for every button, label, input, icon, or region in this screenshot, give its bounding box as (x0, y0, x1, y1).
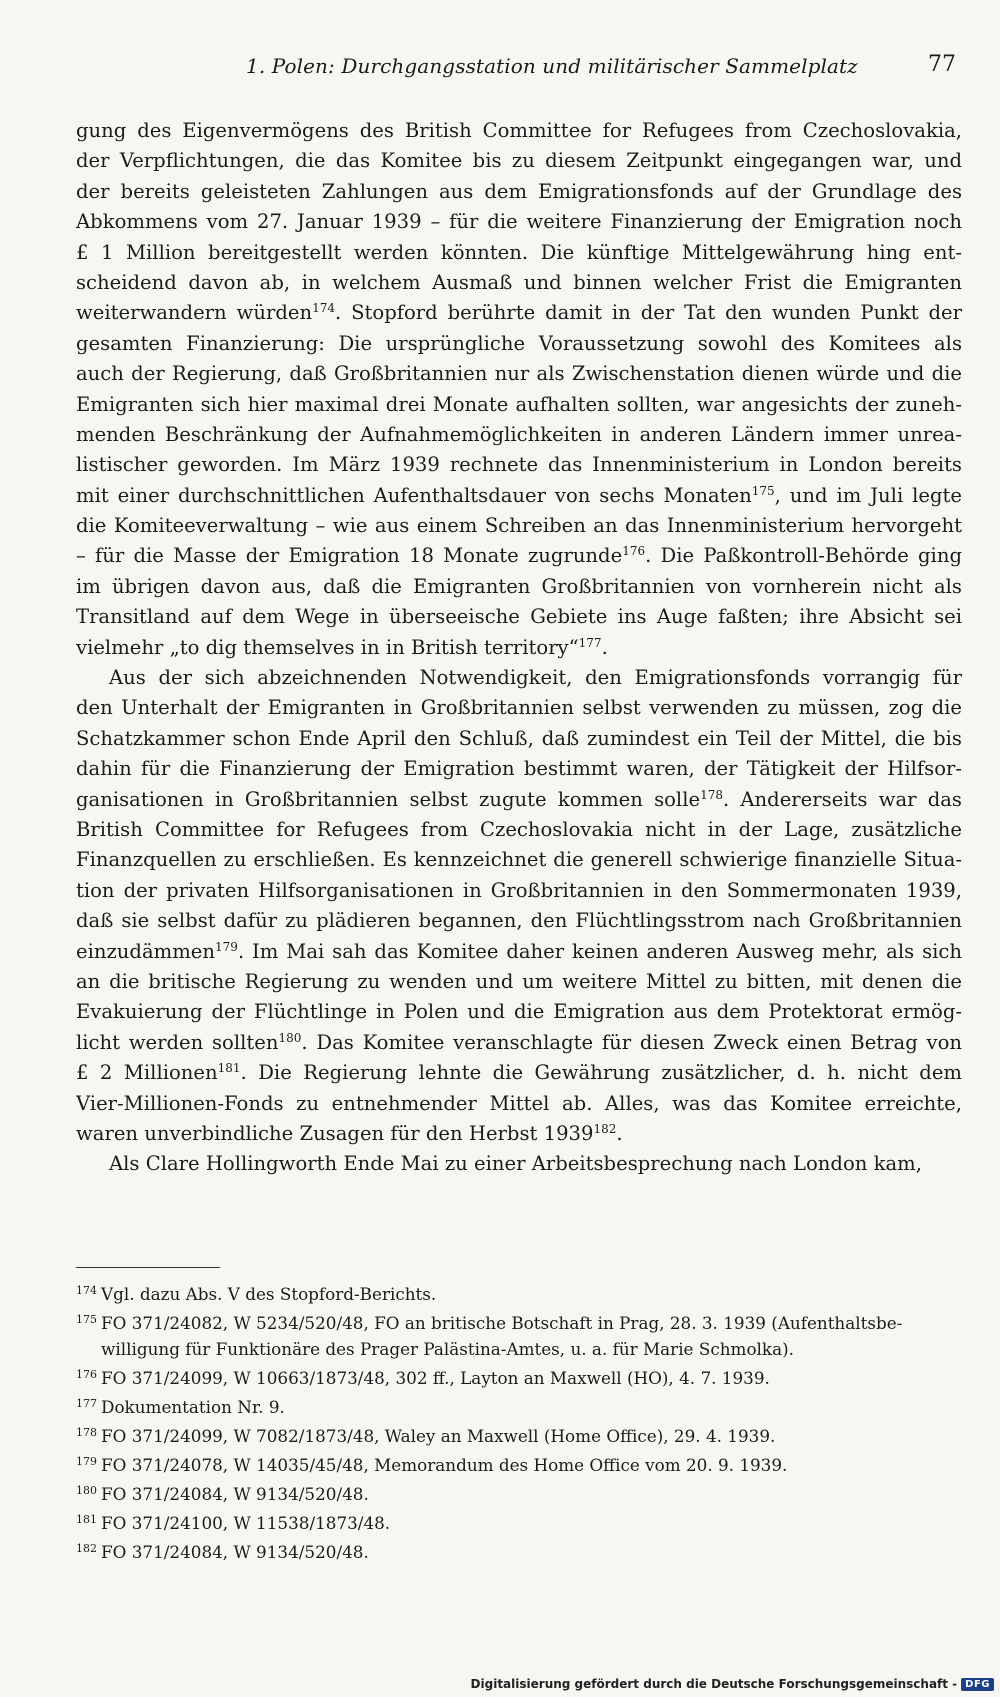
text-line: scheidend davon ab, in welchem Ausmaß und binnen welcher Frist die Emigranten (76, 270, 962, 294)
text-line: £ 2 Millionen$^{181}$. Die Regierung lehnte die Gewährung zusätzlicher, d. h. nicht dem (76, 1061, 962, 1085)
text-line: daß sie selbst dafür zu plädieren begannen, den Flüchtlingsstrom nach Großbritannien (76, 909, 962, 933)
footnote: $^{180}$ FO 371/24084, W 9134/520/48. (76, 1484, 369, 1504)
dfg-watermark (471, 1677, 994, 1691)
text-line: dahin für die Finanzierung der Emigration bestimmt waren, der Tätigkeit der Hilfsor- (76, 757, 962, 781)
text-line: £ 1 Million bereitgestellt werden könnten. Die künftige Mittelgewährung hing ent- (76, 240, 962, 264)
text-line: der bereits geleisteten Zahlungen aus dem Emigrationsfonds auf der Grundlage des (76, 179, 962, 203)
main-text (76, 116, 962, 1180)
text-line: licht werden sollten$^{180}$. Das Komitee veranschlagte für diesen Zweck einen Betrag von (76, 1030, 962, 1054)
text-line: gung des Eigenvermögens des British Committee for Refugees from Czechoslovakia, (76, 119, 962, 142)
text-line: Schatzkammer schon Ende April den Schluß, daß zumindest ein Teil der Mittel, die bis (76, 726, 962, 750)
text-line: mit einer durchschnittlichen Aufenthaltsdauer von sechs Monaten$^{175}$, und im Juli legte (76, 483, 962, 507)
text-line: Aus der sich abzeichnenden Notwendigkeit, den Emigrationsfonds vorrangig für (109, 666, 962, 690)
text-line: an die britische Regierung zu wenden und um weitere Mittel zu bitten, mit denen die (76, 969, 962, 993)
footnote: $^{182}$ FO 371/24084, W 9134/520/48. (76, 1542, 369, 1562)
dfg-logo-icon: DFG (961, 1678, 994, 1691)
text-line: den Unterhalt der Emigranten in Großbritannien selbst verwenden zu müssen, zog die (76, 696, 962, 720)
text-line: British Committee for Refugees from Czechoslovakia nicht in der Lage, zusätzliche (76, 817, 962, 841)
text-line: weiterwandern würden$^{174}$. Stopford berührte damit in der Tat den wunden Punkt der (76, 301, 962, 325)
footnote-ref: 177 (578, 635, 602, 650)
text-line: Abkommens vom 27. Januar 1939 – für die weitere Finanzierung der Emigration noch (76, 210, 962, 234)
footnote-ref: 176 (622, 544, 646, 559)
text-line: listischer geworden. Im März 1939 rechnete das Innenministerium in London bereits (76, 453, 962, 477)
text-line: Finanzquellen zu erschließen. Es kennzeichnet die generell schwierige finanzielle Situa- (76, 848, 962, 872)
footnote-ref: 179 (215, 939, 238, 954)
text-line: ganisationen in Großbritannien selbst zugute kommen solle$^{178}$. Andererseits war das (76, 787, 962, 811)
text-line: die Komiteeverwaltung – wie aus einem Schreiben an das Innenministerium hervorgeht (76, 514, 962, 538)
footnote: $^{177}$ Dokumentation Nr. 9. (76, 1397, 285, 1417)
text-line: Evakuierung der Flüchtlinge in Polen und die Emigration aus dem Protektorat ermög- (76, 1000, 962, 1024)
footnote: $^{176}$ FO 371/24099, W 10663/1873/48, 302 ff., Layton an Maxwell (HO), 4. 7. 1939. (76, 1368, 770, 1388)
text-line: waren unverbindliche Zusagen für den Herbst 1939$^{182}$. (76, 1121, 623, 1145)
footnote: $^{178}$ FO 371/24099, W 7082/1873/48, Waley an Maxwell (Home Office), 29. 4. 1939. (76, 1426, 776, 1446)
page-number: 77 (928, 52, 956, 77)
footnote: $^{174}$ Vgl. dazu Abs. V des Stopford-Berichts. (76, 1284, 437, 1304)
text-line: Als Clare Hollingworth Ende Mai zu einer Arbeitsbesprechung nach London kam, (109, 1152, 922, 1176)
text-line: vielmehr „to dig themselves in in British territory“$^{177}$. (76, 635, 608, 659)
footnote-ref: 175 (751, 483, 775, 498)
text-line: der Verpflichtungen, die das Komitee bis zu diesem Zeitpunkt eingegangen war, und (76, 149, 962, 173)
text-line: im übrigen davon aus, daß die Emigranten Großbritannien von vornherein nicht als (76, 574, 962, 598)
footnote-continuation: willigung für Funktionäre des Prager Palästina-Amtes, u. a. für Marie Schmolka). (101, 1339, 794, 1359)
text-line: einzudämmen$^{179}$. Im Mai sah das Komitee daher keinen anderen Ausweg mehr, als sich (76, 939, 962, 963)
running-header (76, 48, 962, 88)
footnote-ref: 180 (278, 1030, 302, 1045)
footnote-ref: 182 (593, 1121, 617, 1136)
text-line: gesamten Finanzierung: Die ursprüngliche Voraussetzung sowohl des Komitees als (76, 331, 962, 355)
running-title: 1. Polen: Durchgangsstation und militärischer Sammelplatz (246, 54, 858, 78)
text-line: auch der Regierung, daß Großbritannien nur als Zwischenstation dienen würde und die (76, 362, 962, 386)
footnote-divider (76, 1267, 220, 1268)
text-line: tion der privaten Hilfsorganisationen in Großbritannien in den Sommermonaten 1939, (76, 878, 962, 902)
footnotes (76, 1278, 962, 1565)
footnote-ref: 178 (700, 787, 723, 802)
text-line: menden Beschränkung der Aufnahmemöglichkeiten in anderen Ländern immer unrea- (76, 422, 962, 446)
footnote: $^{175}$ FO 371/24082, W 5234/520/48, FO an britische Botschaft in Prag, 28. 3. 1939 (Aufenthaltsbe- (76, 1313, 903, 1333)
text-line: Vier-Millionen-Fonds zu entnehmender Mittel ab. Alles, was das Komitee erreichte, (76, 1091, 962, 1115)
text-line: Emigranten sich hier maximal drei Monate aufhalten sollten, war angesichts der zuneh- (76, 392, 962, 416)
footnote: $^{179}$ FO 371/24078, W 14035/45/48, Memorandum des Home Office vom 20. 9. 1939. (76, 1455, 788, 1475)
watermark-text: Digitalisierung gefördert durch die Deutsche Forschungsgemeinschaft - (470, 1677, 958, 1691)
text-line: Transitland auf dem Wege in überseeische Gebiete ins Auge faßten; ihre Absicht sei (76, 605, 962, 629)
text-line: – für die Masse der Emigration 18 Monate zugrunde$^{176}$. Die Paßkontroll-Behörde ging (76, 544, 962, 568)
footnote-ref: 174 (312, 301, 335, 316)
footnote: $^{181}$ FO 371/24100, W 11538/1873/48. (76, 1513, 391, 1533)
footnote-ref: 181 (217, 1061, 241, 1076)
